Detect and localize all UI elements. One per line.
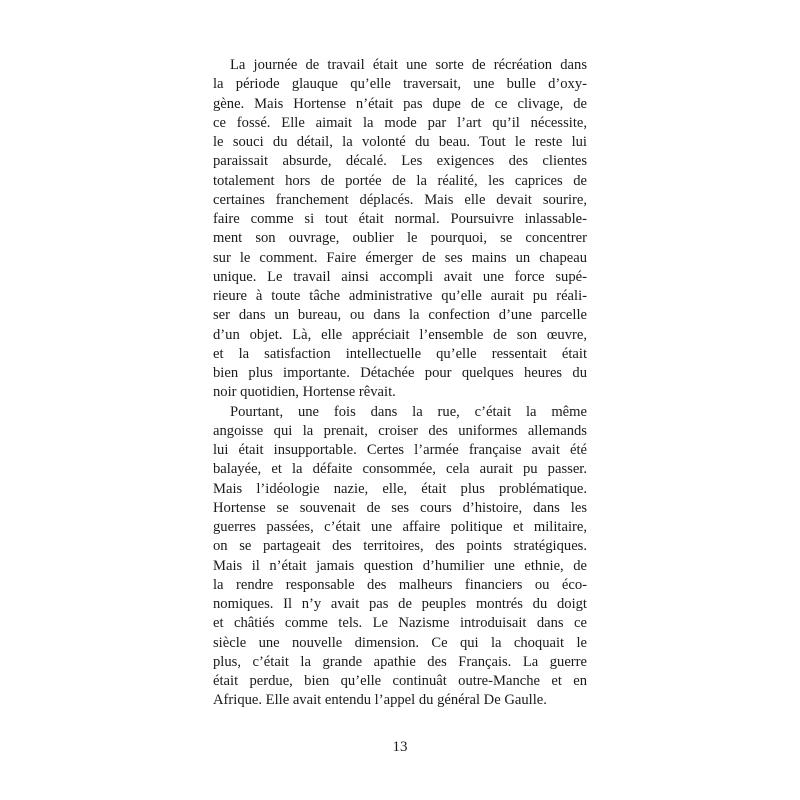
text-line: balayée, et la défaite consommée, cela aurait pu passer. (213, 461, 587, 478)
text-line: Pourtant, une fois dans la rue, c’était la même (230, 403, 587, 420)
text-line: La journée de travail était une sorte de récréation dans (230, 57, 587, 73)
text-line: ce fossé. Elle aimait la mode par l’art qu’il nécessite, (213, 114, 587, 131)
text-line: le souci du détail, la volonté du beau. Tout le reste lui (213, 134, 587, 150)
text-line: certaines franchement déplacés. Mais elle devait sourire, (213, 191, 587, 208)
text-line: et châtiés comme tels. Le Nazisme introduisait dans ce (213, 615, 587, 632)
text-line: nomiques. Il n’y avait pas de peuples montrés du doigt (213, 596, 587, 612)
text-line: d’un objet. Là, elle appréciait l’ensemble de son œuvre, (213, 326, 587, 343)
text-line: Mais l’idéologie nazie, elle, était plus problématique. (213, 480, 587, 497)
text-line: bien plus importante. Détachée pour quelques heures du (213, 365, 587, 381)
body-text (213, 56, 587, 711)
text-line: gène. Mais Hortense n’était pas dupe de ce clivage, de (213, 95, 587, 112)
text-line: guerres passées, c’était une affaire politique et militaire, (213, 519, 587, 535)
text-line: paraissait absurde, décalé. Les exigences des clientes (213, 153, 587, 170)
text-line: ser dans un bureau, ou dans la confection d’une parcelle (213, 307, 587, 324)
page-number: 13 (392, 739, 408, 755)
text-line: sur le comment. Faire émerger de ses mains un chapeau (213, 249, 587, 266)
text-line: la rendre responsable des malheurs financiers ou éco- (213, 576, 587, 593)
text-line: totalement hors de portée de la réalité, les caprices de (213, 172, 587, 189)
text-line: Mais il n’était jamais question d’humilier une ethnie, de (213, 557, 587, 574)
text-line: faire comme si tout était normal. Poursuivre inlassable- (213, 211, 587, 227)
paragraph-1 (213, 56, 587, 403)
text-line: on se partageait des territoires, des points stratégiques. (213, 538, 587, 555)
text-line: Hortense se souvenait de ses cours d’histoire, dans les (213, 499, 587, 516)
text-line: Afrique. Elle avait entendu l’appel du général De Gaulle. (213, 692, 547, 709)
text-line: unique. Le travail ainsi accompli avait une force supé- (213, 268, 587, 285)
text-line: noir quotidien, Hortense rêvait. (213, 384, 396, 401)
text-line: angoisse qui la prenait, croiser des uniformes allemands (213, 422, 587, 439)
text-line: la période glauque qu’elle traversait, une bulle d’oxy- (213, 76, 587, 93)
text-line: lui était insupportable. Certes l’armée française avait été (213, 442, 587, 458)
text-line: rieure à toute tâche administrative qu’elle aurait pu réali- (213, 288, 587, 304)
text-line: plus, c’était la grande apathie des Français. La guerre (213, 653, 587, 670)
text-line: siècle une nouvelle dimension. Ce qui la choquait le (213, 634, 587, 651)
text-line: était perdue, bien qu’elle continuât outre-Manche et en (213, 673, 587, 689)
paragraph-2 (213, 403, 587, 711)
text-line: ment son ouvrage, oublier le pourquoi, se concentrer (213, 230, 587, 247)
text-line: et la satisfaction intellectuelle qu’elle ressentait était (213, 345, 587, 362)
